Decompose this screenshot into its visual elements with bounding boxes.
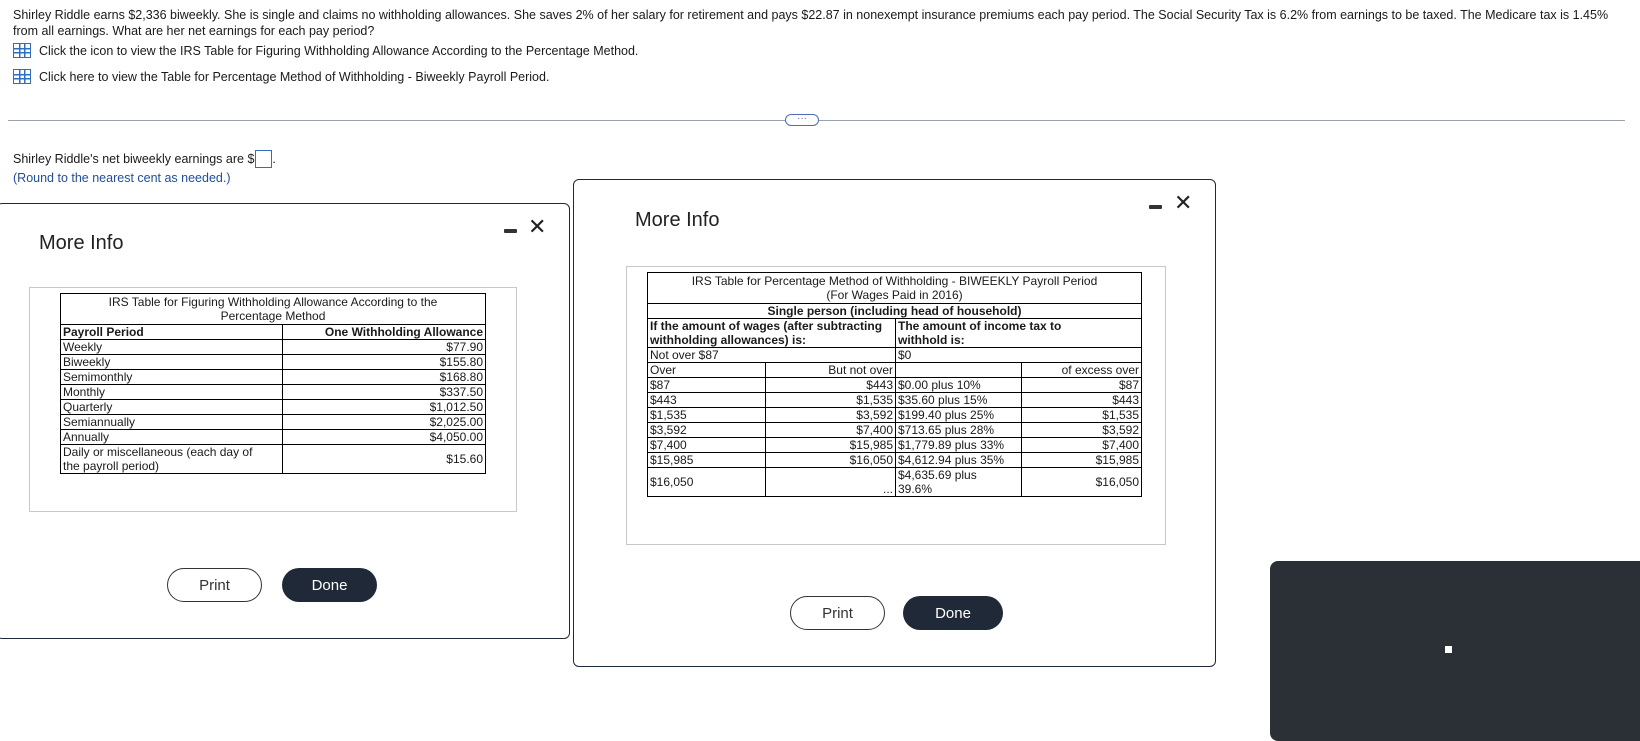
- table-row: [61, 370, 486, 385]
- excess-cell: $1,535: [1022, 408, 1142, 423]
- biweekly-table-link[interactable]: [13, 69, 549, 84]
- table-frame: [29, 287, 517, 512]
- dialog-title: More Info: [635, 209, 720, 231]
- over-cell: $443: [648, 393, 766, 408]
- answer-suffix: .: [272, 152, 276, 166]
- video-thumbnail-panel[interactable]: [1270, 561, 1640, 741]
- amount-cell: $337.50: [283, 385, 486, 400]
- table-row: [61, 340, 486, 355]
- period-cell: Biweekly: [61, 355, 283, 370]
- hdr-but-not-over: But not over: [766, 363, 896, 378]
- table-title: [648, 273, 1142, 304]
- over-cell: $87: [648, 378, 766, 393]
- period-cell: Weekly: [61, 340, 283, 355]
- but-not-over-cell: $1,535: [766, 393, 896, 408]
- tax-cell: $4,612.94 plus 35%: [896, 453, 1022, 468]
- answer-input[interactable]: [255, 150, 272, 168]
- table-row: [648, 453, 1142, 468]
- table-row: [61, 385, 486, 400]
- over-cell: $16,050: [648, 468, 766, 497]
- print-button[interactable]: Print: [167, 568, 262, 602]
- table-subtitle: (For Wages Paid in 2016): [826, 288, 963, 302]
- irs-allowance-table-link[interactable]: [13, 43, 638, 58]
- table-row: [648, 468, 1142, 497]
- table-title-text: IRS Table for Percentage Method of Withholding - BIWEEKLY Payroll Period: [691, 274, 1098, 288]
- excess-cell: $443: [1022, 393, 1142, 408]
- table-title: IRS Table for Figuring Withholding Allowance According to the Percentage Method: [61, 294, 486, 325]
- period-cell: Semimonthly: [61, 370, 283, 385]
- table-row: [648, 423, 1142, 438]
- tax-cell: $0.00 plus 10%: [896, 378, 1022, 393]
- amount-cell: $168.80: [283, 370, 486, 385]
- amount-cell: $1,012.50: [283, 400, 486, 415]
- period-cell: Monthly: [61, 385, 283, 400]
- section-header: Single person (including head of household): [648, 304, 1142, 319]
- expand-handle[interactable]: ···: [785, 114, 819, 126]
- over-cell: $15,985: [648, 453, 766, 468]
- amount-cell: $2,025.00: [283, 415, 486, 430]
- amount-cell: $4,050.00: [283, 430, 486, 445]
- excess-cell: $15,985: [1022, 453, 1142, 468]
- excess-cell: $7,400: [1022, 438, 1142, 453]
- stop-icon[interactable]: [1445, 646, 1452, 653]
- table-row: [648, 378, 1142, 393]
- table-frame: [626, 266, 1166, 545]
- answer-prefix: Shirley Riddle's net biweekly earnings are $: [13, 152, 255, 166]
- period-cell: Annually: [61, 430, 283, 445]
- table-row: [648, 438, 1142, 453]
- allowance-table: [60, 293, 486, 474]
- link-label[interactable]: Click here to view the Table for Percentage Method of Withholding - Biweekly Payroll Period.: [39, 69, 550, 84]
- amount-cell: $15.60: [283, 445, 486, 474]
- col-header-period: Payroll Period: [61, 325, 283, 340]
- table-row: [61, 400, 486, 415]
- but-not-over-cell: ...: [766, 468, 896, 497]
- not-over-tax: $0: [896, 348, 1142, 363]
- excess-cell: $16,050: [1022, 468, 1142, 497]
- hdr-excess: of excess over: [1022, 363, 1142, 378]
- more-info-dialog-biweekly: [573, 179, 1216, 667]
- col-header-wages: If the amount of wages (after subtracting withholding allowances) is:: [648, 319, 896, 348]
- not-over-label: Not over $87: [648, 348, 896, 363]
- table-row: [648, 393, 1142, 408]
- table-row: [61, 415, 486, 430]
- done-button[interactable]: Done: [903, 596, 1003, 630]
- withholding-table: [647, 272, 1142, 497]
- done-button[interactable]: Done: [282, 568, 377, 602]
- period-cell: Semiannually: [61, 415, 283, 430]
- table-icon[interactable]: [13, 69, 31, 84]
- table-row: [648, 408, 1142, 423]
- close-icon[interactable]: ✕: [1174, 190, 1193, 215]
- table-row: [61, 355, 486, 370]
- more-info-dialog-allowance: [0, 203, 570, 639]
- link-label[interactable]: Click the icon to view the IRS Table for Figuring Withholding Allowance According to the Percentage Method.: [39, 43, 639, 58]
- but-not-over-cell: $443: [766, 378, 896, 393]
- amount-cell: $155.80: [283, 355, 486, 370]
- over-cell: $1,535: [648, 408, 766, 423]
- hdr-over: Over: [648, 363, 766, 378]
- period-cell: Quarterly: [61, 400, 283, 415]
- period-cell: Daily or miscellaneous (each day of the payroll period): [61, 445, 283, 474]
- but-not-over-cell: $16,050: [766, 453, 896, 468]
- excess-cell: $87: [1022, 378, 1142, 393]
- tax-cell: $4,635.69 plus 39.6%: [896, 468, 1022, 497]
- question-text: Shirley Riddle earns $2,336 biweekly. She is single and claims no withholding allowances. She saves 2% of her salary for retirement and pays $22.87 in nonexempt insurance premiums each pay period. The Social Security Tax is 6.2% from earnings to be taxed. The Medicare tax is 1.45% from all earnings. What are her net earnings for each pay period?: [13, 8, 1609, 38]
- dialog-title: More Info: [39, 232, 124, 254]
- amount-cell: $77.90: [283, 340, 486, 355]
- col-header-allowance: One Withholding Allowance: [283, 325, 486, 340]
- tax-cell: $199.40 plus 25%: [896, 408, 1022, 423]
- but-not-over-cell: $7,400: [766, 423, 896, 438]
- print-button[interactable]: Print: [790, 596, 885, 630]
- table-row: [61, 430, 486, 445]
- but-not-over-cell: $15,985: [766, 438, 896, 453]
- close-icon[interactable]: ✕: [528, 214, 547, 239]
- over-cell: $3,592: [648, 423, 766, 438]
- minimize-icon[interactable]: [504, 229, 517, 233]
- tax-cell: $713.65 plus 28%: [896, 423, 1022, 438]
- excess-cell: $3,592: [1022, 423, 1142, 438]
- hdr-tax-blank: [896, 363, 1022, 378]
- rounding-hint: (Round to the nearest cent as needed.): [13, 171, 231, 185]
- minimize-icon[interactable]: [1149, 205, 1162, 209]
- table-row: [61, 445, 486, 474]
- tax-cell: $1,779.89 plus 33%: [896, 438, 1022, 453]
- but-not-over-cell: $3,592: [766, 408, 896, 423]
- over-cell: $7,400: [648, 438, 766, 453]
- col-header-tax: The amount of income tax to withhold is:: [896, 319, 1142, 348]
- tax-cell: $35.60 plus 15%: [896, 393, 1022, 408]
- answer-line: [13, 150, 276, 168]
- table-icon[interactable]: [13, 43, 31, 58]
